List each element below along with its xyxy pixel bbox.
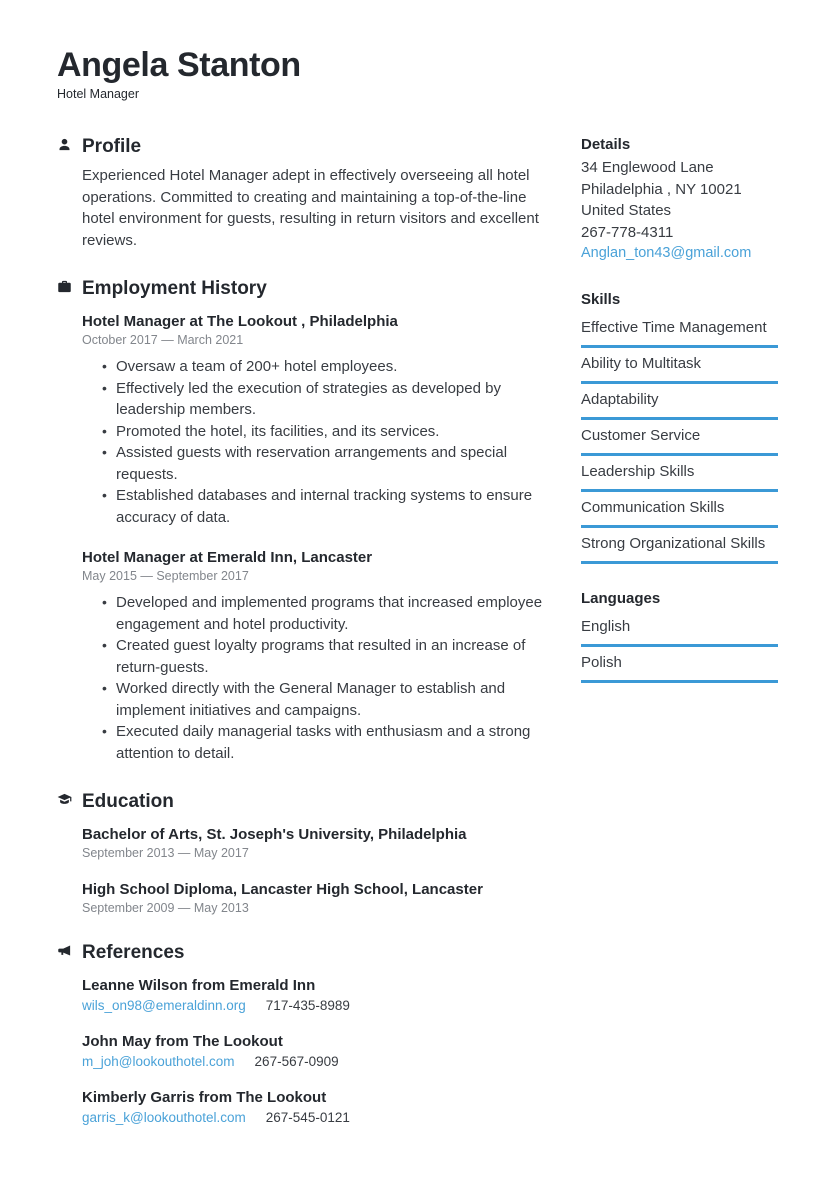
- section-education: [57, 791, 544, 915]
- reference-entry: [82, 1089, 544, 1125]
- job-dates: May 2015 — September 2017: [82, 569, 249, 584]
- person-icon: [57, 137, 72, 157]
- details-email-link[interactable]: Anglan_ton43@gmail.com: [581, 245, 752, 262]
- education-dates: September 2009 — May 2013: [82, 901, 249, 916]
- profile-section-head: [57, 136, 544, 158]
- education-title: High School Diploma, Lancaster High School, Lancaster: [82, 881, 483, 899]
- job-bullet: • Oversaw a team of 200+ hotel employees.: [100, 356, 544, 378]
- job-entry: [82, 313, 544, 528]
- reference-phone: 267-567-0909: [254, 1054, 339, 1070]
- briefcase-icon: [57, 279, 72, 299]
- reference-entry: [82, 977, 544, 1013]
- education-entry: [82, 881, 544, 915]
- details-heading: Details: [581, 136, 631, 154]
- reference-email-link[interactable]: m_joh@lookouthotel.com: [82, 1054, 235, 1070]
- reference-name: Kimberly Garris from The Lookout: [82, 1089, 327, 1107]
- skill-item: Strong Organizational Skills: [581, 528, 778, 564]
- language-item: English: [581, 611, 778, 647]
- content-columns: [57, 136, 778, 1152]
- job-dates: October 2017 — March 2021: [82, 333, 244, 348]
- education-section-head: [57, 791, 544, 813]
- job-bullet: • Established databases and internal tracking systems to ensure accuracy of data.: [100, 485, 544, 528]
- person-name: Angela Stanton: [57, 46, 301, 84]
- section-employment: [57, 278, 544, 764]
- skill-item: Leadership Skills: [581, 456, 778, 492]
- sidebar-details: [581, 136, 778, 265]
- job-title: Hotel Manager at The Lookout , Philadelphia: [82, 313, 398, 331]
- skill-item: Adaptability: [581, 384, 778, 420]
- job-bullet: • Promoted the hotel, its facilities, and its services.: [100, 421, 544, 443]
- reference-contact: [82, 1054, 544, 1069]
- job-bullet: • Assisted guests with reservation arrangements and special requests.: [100, 442, 544, 485]
- section-profile: [57, 136, 544, 251]
- reference-name: Leanne Wilson from Emerald Inn: [82, 977, 316, 995]
- job-bullet: • Worked directly with the General Manager to establish and implement initiatives and campaigns.: [100, 678, 544, 721]
- person-job-title: Hotel Manager: [57, 87, 139, 102]
- reference-entries: [82, 977, 544, 1125]
- education-title: Bachelor of Arts, St. Joseph's University, Philadelphia: [82, 826, 467, 844]
- language-item: Polish: [581, 647, 778, 683]
- main-column: [57, 136, 544, 1152]
- education-entries: [82, 826, 544, 915]
- education-section-title: Education: [82, 791, 174, 813]
- sidebar-skills: [581, 291, 778, 564]
- skill-item: Ability to Multitask: [581, 348, 778, 384]
- profile-section-title: Profile: [82, 136, 142, 158]
- skill-item: Communication Skills: [581, 492, 778, 528]
- reference-contact: [82, 1110, 544, 1125]
- skills-heading: Skills: [581, 290, 621, 308]
- reference-name: John May from The Lookout: [82, 1033, 283, 1051]
- reference-phone: 717-435-8989: [265, 998, 350, 1014]
- employment-entries: [82, 313, 544, 764]
- job-bullet: • Executed daily managerial tasks with enthusiasm and a strong attention to detail.: [100, 721, 544, 764]
- job-bullet-list: [100, 356, 544, 528]
- details-phone: 267-778-4311: [581, 223, 674, 241]
- reference-entry: [82, 1033, 544, 1069]
- resume-header: [57, 46, 778, 101]
- details-address-line: 34 Englewood Lane: [581, 159, 714, 177]
- job-bullet: • Created guest loyalty programs that resulted in an increase of return-guests.: [100, 635, 544, 678]
- references-section-head: [57, 942, 544, 964]
- section-references: [57, 942, 544, 1125]
- profile-summary: Experienced Hotel Manager adept in effectively overseeing all hotel operations. Committed to creating and maintaining a top-of-the-line hotel environment for guests, resulting in return visitors and excellent reviews.: [82, 167, 539, 249]
- skill-item: Customer Service: [581, 420, 778, 456]
- job-entry: [82, 549, 544, 764]
- employment-section-title: Employment History: [82, 278, 267, 300]
- references-section-title: References: [82, 942, 185, 964]
- job-bullet-list: [100, 592, 544, 764]
- reference-contact: [82, 998, 544, 1013]
- job-bullet: • Effectively led the execution of strategies as developed by leadership members.: [100, 378, 544, 421]
- details-address-line: Philadelphia , NY 10021: [581, 180, 742, 198]
- megaphone-icon: [57, 943, 72, 963]
- education-entry: [82, 826, 544, 860]
- job-title: Hotel Manager at Emerald Inn, Lancaster: [82, 549, 373, 567]
- languages-heading: Languages: [581, 589, 661, 607]
- details-address-line: United States: [581, 202, 672, 220]
- employment-section-head: [57, 278, 544, 300]
- skill-item: Effective Time Management: [581, 312, 778, 348]
- sidebar-languages: [581, 590, 778, 683]
- graduation-cap-icon: [57, 792, 72, 812]
- reference-email-link[interactable]: garris_k@lookouthotel.com: [82, 1110, 246, 1126]
- reference-phone: 267-545-0121: [265, 1110, 350, 1126]
- reference-email-link[interactable]: wils_on98@emeraldinn.org: [82, 998, 246, 1014]
- sidebar-column: [581, 136, 778, 1152]
- job-bullet: • Developed and implemented programs that increased employee engagement and hotel productivity.: [100, 592, 544, 635]
- education-dates: September 2013 — May 2017: [82, 846, 249, 861]
